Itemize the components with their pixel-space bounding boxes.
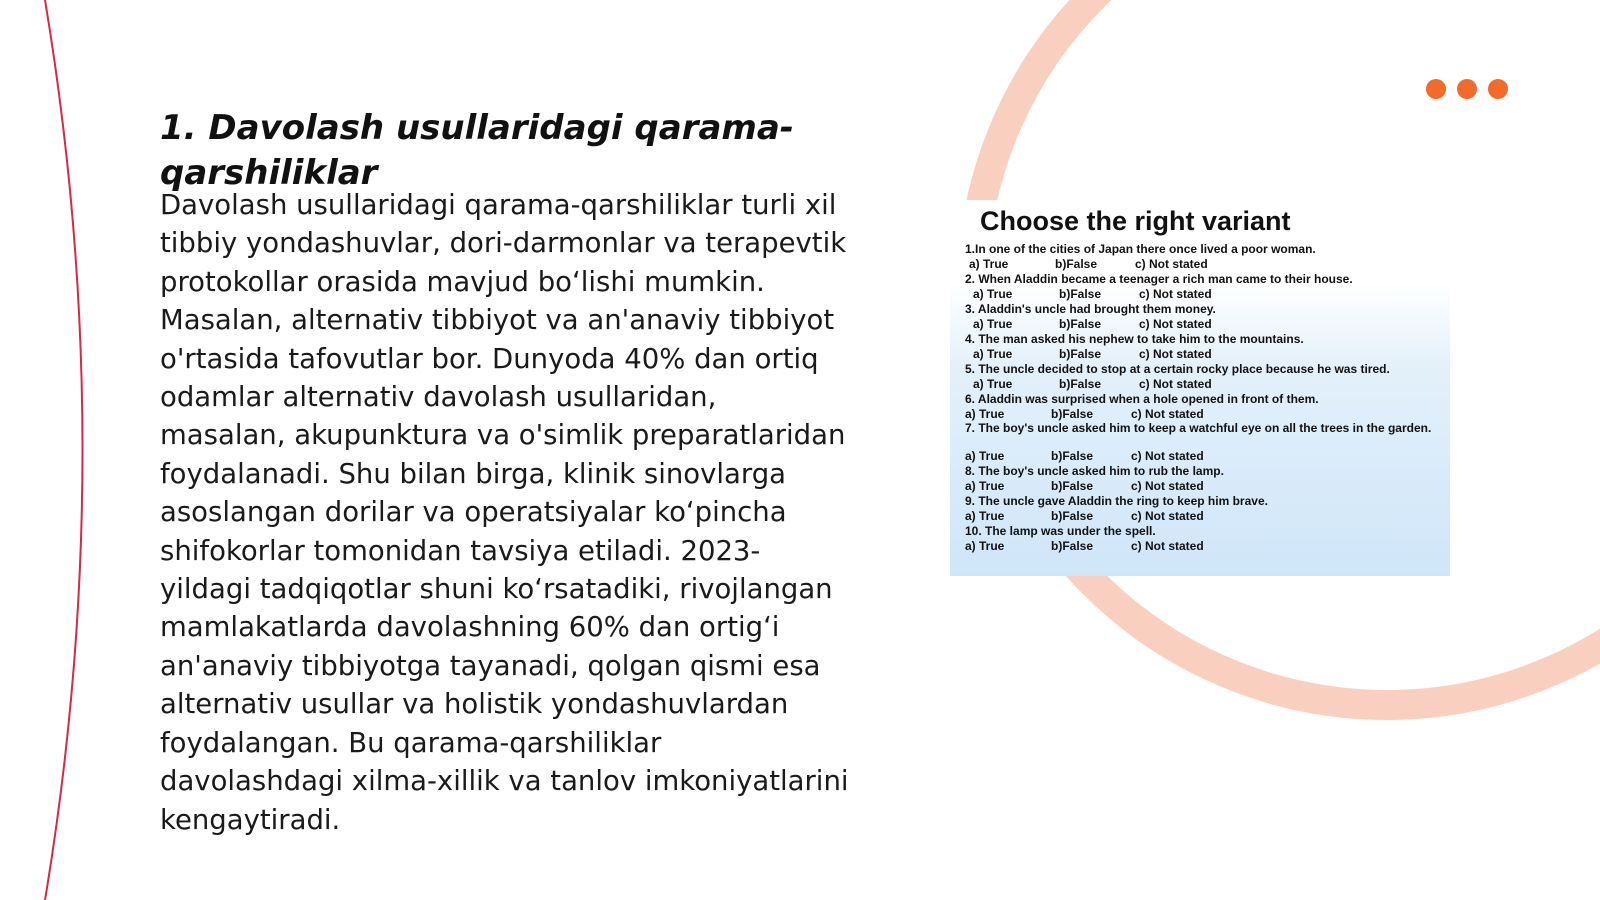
option-not-stated: c) Not stated: [1131, 449, 1204, 463]
option-false: b)False: [1051, 449, 1094, 463]
dot-1: [1426, 79, 1446, 99]
quiz-image: [950, 200, 1450, 576]
quiz-question: 8. The boy's uncle asked him to rub the lamp.: [965, 464, 1224, 478]
option-true: a) True: [973, 317, 1013, 331]
option-false: b)False: [1059, 287, 1102, 301]
option-false: b)False: [1051, 407, 1094, 421]
dot-3: [1488, 79, 1508, 99]
quiz-question: 7. The boy's uncle asked him to keep a watchful eye on all the trees in the garden.: [965, 421, 1432, 435]
option-not-stated: c) Not stated: [1139, 287, 1212, 301]
option-true: a) True: [965, 509, 1005, 523]
option-true: a) True: [965, 407, 1005, 421]
quiz-question: 1.In one of the cities of Japan there once lived a poor woman.: [965, 242, 1316, 256]
option-false: b)False: [1051, 479, 1094, 493]
option-false: b)False: [1059, 377, 1102, 391]
option-false: b)False: [1059, 347, 1102, 361]
option-false: b)False: [1051, 539, 1094, 553]
option-not-stated: c) Not stated: [1135, 257, 1208, 271]
quiz-question: 6. Aladdin was surprised when a hole opened in front of them.: [965, 392, 1319, 406]
quiz-title: Choose the right variant: [980, 206, 1291, 236]
option-false: b)False: [1059, 317, 1102, 331]
slide-body-text: Davolash usullaridagi qarama-qarshiliklar turli xil tibbiy yondashuvlar, dori-darmonlar va terapevtik protokollar orasida mavjud boʻlishi mumkin. Masalan, alternativ tibbiyot va an'anaviy tibbiyot o'rtasida tafovutlar bor. Dunyoda 40% dan ortiq odamlar alternativ davolash usullaridan, masalan, akupunktura va o'simlik preparatlaridan foydalanadi. Shu bilan birga, klinik sinovlarga asoslangan dorilar va operatsiyalar koʻpincha shifokorlar tomonidan tavsiya etiladi. 2023-yildagi tadqiqotlar shuni koʻrsatadiki, rivojlangan mamlakatlarda davolashning 60% dan ortigʻi an'anaviy tibbiyotga tayanadi, qolgan qismi esa alternativ usullar va holistik yondashuvlardan foydalangan. Bu qarama-qarshiliklar davolashdagi xilma-xillik va tanlov imkoniyatlarini kengaytiradi.: [160, 189, 849, 836]
more-dots-icon: [1426, 79, 1508, 99]
option-true: a) True: [965, 449, 1005, 463]
option-false: b)False: [1055, 257, 1098, 271]
option-not-stated: c) Not stated: [1131, 479, 1204, 493]
quiz-question: 10. The lamp was under the spell.: [965, 524, 1156, 538]
option-true: a) True: [969, 257, 1009, 271]
quiz-question: 3. Aladdin's uncle had brought them money.: [965, 302, 1216, 316]
quiz-question: 2. When Aladdin became a teenager a rich man came to their house.: [965, 272, 1353, 286]
option-true: a) True: [965, 479, 1005, 493]
quiz-question: 5. The uncle decided to stop at a certain rocky place because he was tired.: [965, 362, 1390, 376]
quiz-question: 9. The uncle gave Aladdin the ring to keep him brave.: [965, 494, 1268, 508]
dot-2: [1457, 79, 1477, 99]
option-not-stated: c) Not stated: [1131, 539, 1204, 553]
option-false: b)False: [1051, 509, 1094, 523]
option-not-stated: c) Not stated: [1139, 317, 1212, 331]
option-not-stated: c) Not stated: [1131, 509, 1204, 523]
slide-title: 1. Davolash usullaridagi qarama-qarshiliklar: [160, 108, 794, 193]
option-not-stated: c) Not stated: [1139, 377, 1212, 391]
quiz-question: 4. The man asked his nephew to take him to the mountains.: [965, 332, 1304, 346]
option-true: a) True: [973, 347, 1013, 361]
option-not-stated: c) Not stated: [1139, 347, 1212, 361]
option-true: a) True: [965, 539, 1005, 553]
option-true: a) True: [973, 287, 1013, 301]
option-not-stated: c) Not stated: [1131, 407, 1204, 421]
option-true: a) True: [973, 377, 1013, 391]
